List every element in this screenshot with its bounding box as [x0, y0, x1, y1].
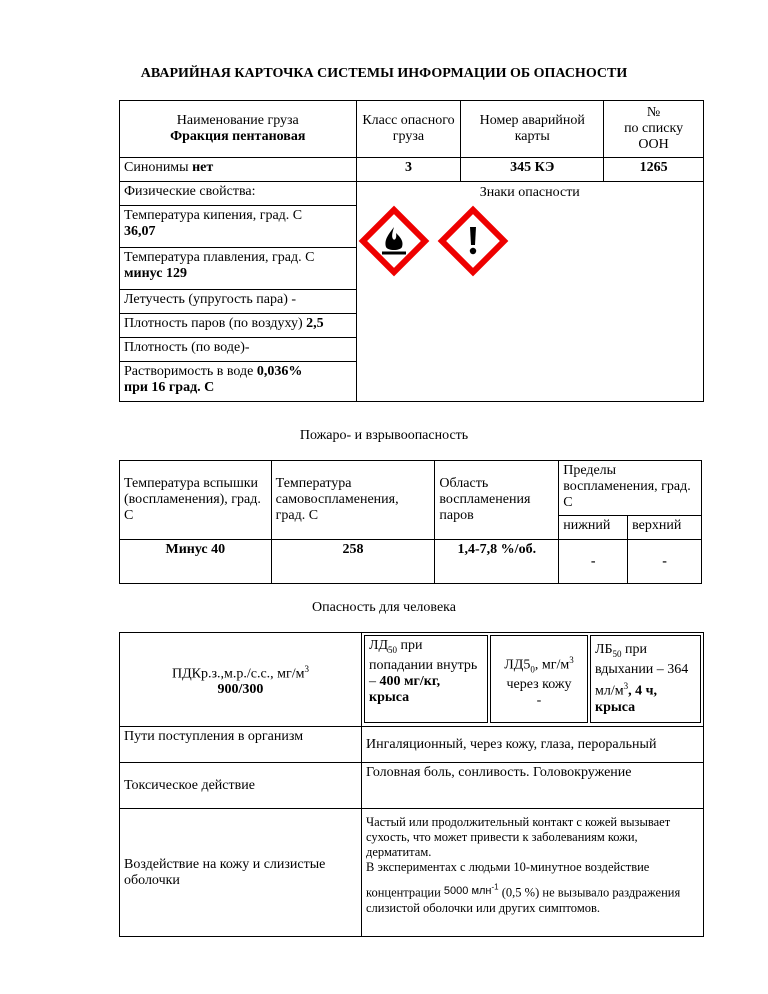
page-title: АВАРИЙНАЯ КАРТОЧКА СИСТЕМЫ ИНФОРМАЦИИ ОБ ОПАСНОСТИ: [140, 66, 628, 81]
lower-limit-header: нижний: [559, 516, 628, 540]
cargo-name-cell: [120, 101, 357, 158]
cargo-name-label: Наименование груза: [176, 113, 299, 128]
hazard-class-value: 3: [356, 158, 461, 182]
emergency-card-header: Номер аварийной карты: [461, 101, 604, 158]
area-header: Область воспламенения паров: [435, 461, 559, 540]
density-cell: Плотность (по воде)-: [120, 338, 357, 362]
pdk-value: 900/300: [217, 682, 264, 698]
flash-header: Температура вспышки (воспламенения), град. С: [120, 461, 272, 540]
vapor-density-value: 2,5: [306, 316, 324, 331]
melting-cell: Температура плавления, град. С минус 129: [120, 248, 357, 290]
area-value: 1,4-7,8 %/об.: [435, 540, 559, 584]
solubility-cell: Растворимость в воде 0,036% при 16 град. С: [120, 362, 357, 402]
synonyms-cell: Синонимы нет: [120, 158, 357, 182]
lower-limit-value: -: [559, 540, 628, 584]
emergency-card-value: 345 КЭ: [461, 158, 604, 182]
solubility-temp: при 16 град. С: [124, 380, 215, 395]
pdk-cell: ПДКр.з.,м.р./с.с., $мг/м^3$ 900/300: [120, 633, 362, 727]
upper-limit-value: -: [628, 540, 702, 584]
un-list-label: по списку ООН: [624, 121, 684, 152]
un-number-sign: №: [646, 105, 661, 120]
melting-value: минус 129: [124, 266, 187, 281]
routes-value: Ингаляционный, через кожу, глаза, пероральный: [362, 727, 704, 763]
hazard-signs-cell: [356, 182, 703, 402]
human-table: [119, 632, 704, 937]
boiling-cell: Температура кипения, град. С 36,07: [120, 206, 357, 248]
un-number-value: 1265: [604, 158, 704, 182]
toxic-value: Головная боль, сонливость. Головокружение: [362, 763, 704, 809]
cargo-name: Фракция пентановая: [170, 129, 306, 144]
limits-header: Пределы воспламенения, град. С: [559, 461, 702, 516]
ld50-oral-value: 400 мг/кг, крыса: [369, 673, 441, 705]
flash-value: Минус 40: [120, 540, 272, 584]
exclamation-icon: [437, 205, 509, 282]
boiling-value: 36,07: [124, 224, 156, 239]
hazard-class-header: Класс опасного груза: [356, 101, 461, 158]
ld50-skin-value: -: [536, 693, 542, 709]
lb50-inhale: $ЛБ_{50}$ при вдыхании – 364 $мл/м^3$, 4 ч, крыса: [590, 635, 701, 723]
upper-limit-header: верхний: [628, 516, 702, 540]
ld50-skin: $ЛД5_0$, $мг/м^3$ через кожу -: [490, 635, 588, 723]
ld-lb-cell: [362, 633, 704, 727]
lb50-value: , 4 ч, крыса: [595, 683, 658, 715]
vapor-density-cell: Плотность паров (по воздуху) 2,5: [120, 314, 357, 338]
autoignition-value: 258: [271, 540, 435, 584]
synonyms-value: нет: [192, 160, 214, 175]
fire-section-title: Пожаро- и взрывоопасность: [299, 428, 469, 443]
fire-table: [119, 460, 702, 584]
flame-icon: [358, 205, 430, 282]
hazard-signs-label: Знаки опасности: [479, 185, 580, 200]
skin-value: Частый или продолжительный контакт с кожей вызывает сухость, что может привести к заболеваниям кожи, дерматитам. В экспериментах с людьми 10-минутное воздействие концентрации 5000 млн$^{-1}$ (0,5 %) не вызывало раздражения слизистой оболочки или других симптомов.: [362, 809, 704, 937]
solubility-value: 0,036%: [256, 364, 303, 379]
toxic-label: Токсическое действие: [120, 763, 362, 809]
un-number-header: [604, 101, 704, 158]
ld50-oral: $ЛД_{50}$ при попадании внутрь – 400 мг/кг, крыса: [364, 635, 488, 723]
human-section-title: Опасность для человека: [312, 600, 456, 615]
volatility-cell: Летучесть (упругость пара) -: [120, 290, 357, 314]
emergency-card-table: [119, 100, 704, 402]
autoignition-header: Температура самовоспламенения, град. С: [271, 461, 435, 540]
routes-label: Пути поступления в организм: [120, 727, 362, 763]
physical-properties-label: Физические свойства:: [120, 182, 357, 206]
skin-label: Воздействие на кожу и слизистые оболочки: [120, 809, 362, 937]
